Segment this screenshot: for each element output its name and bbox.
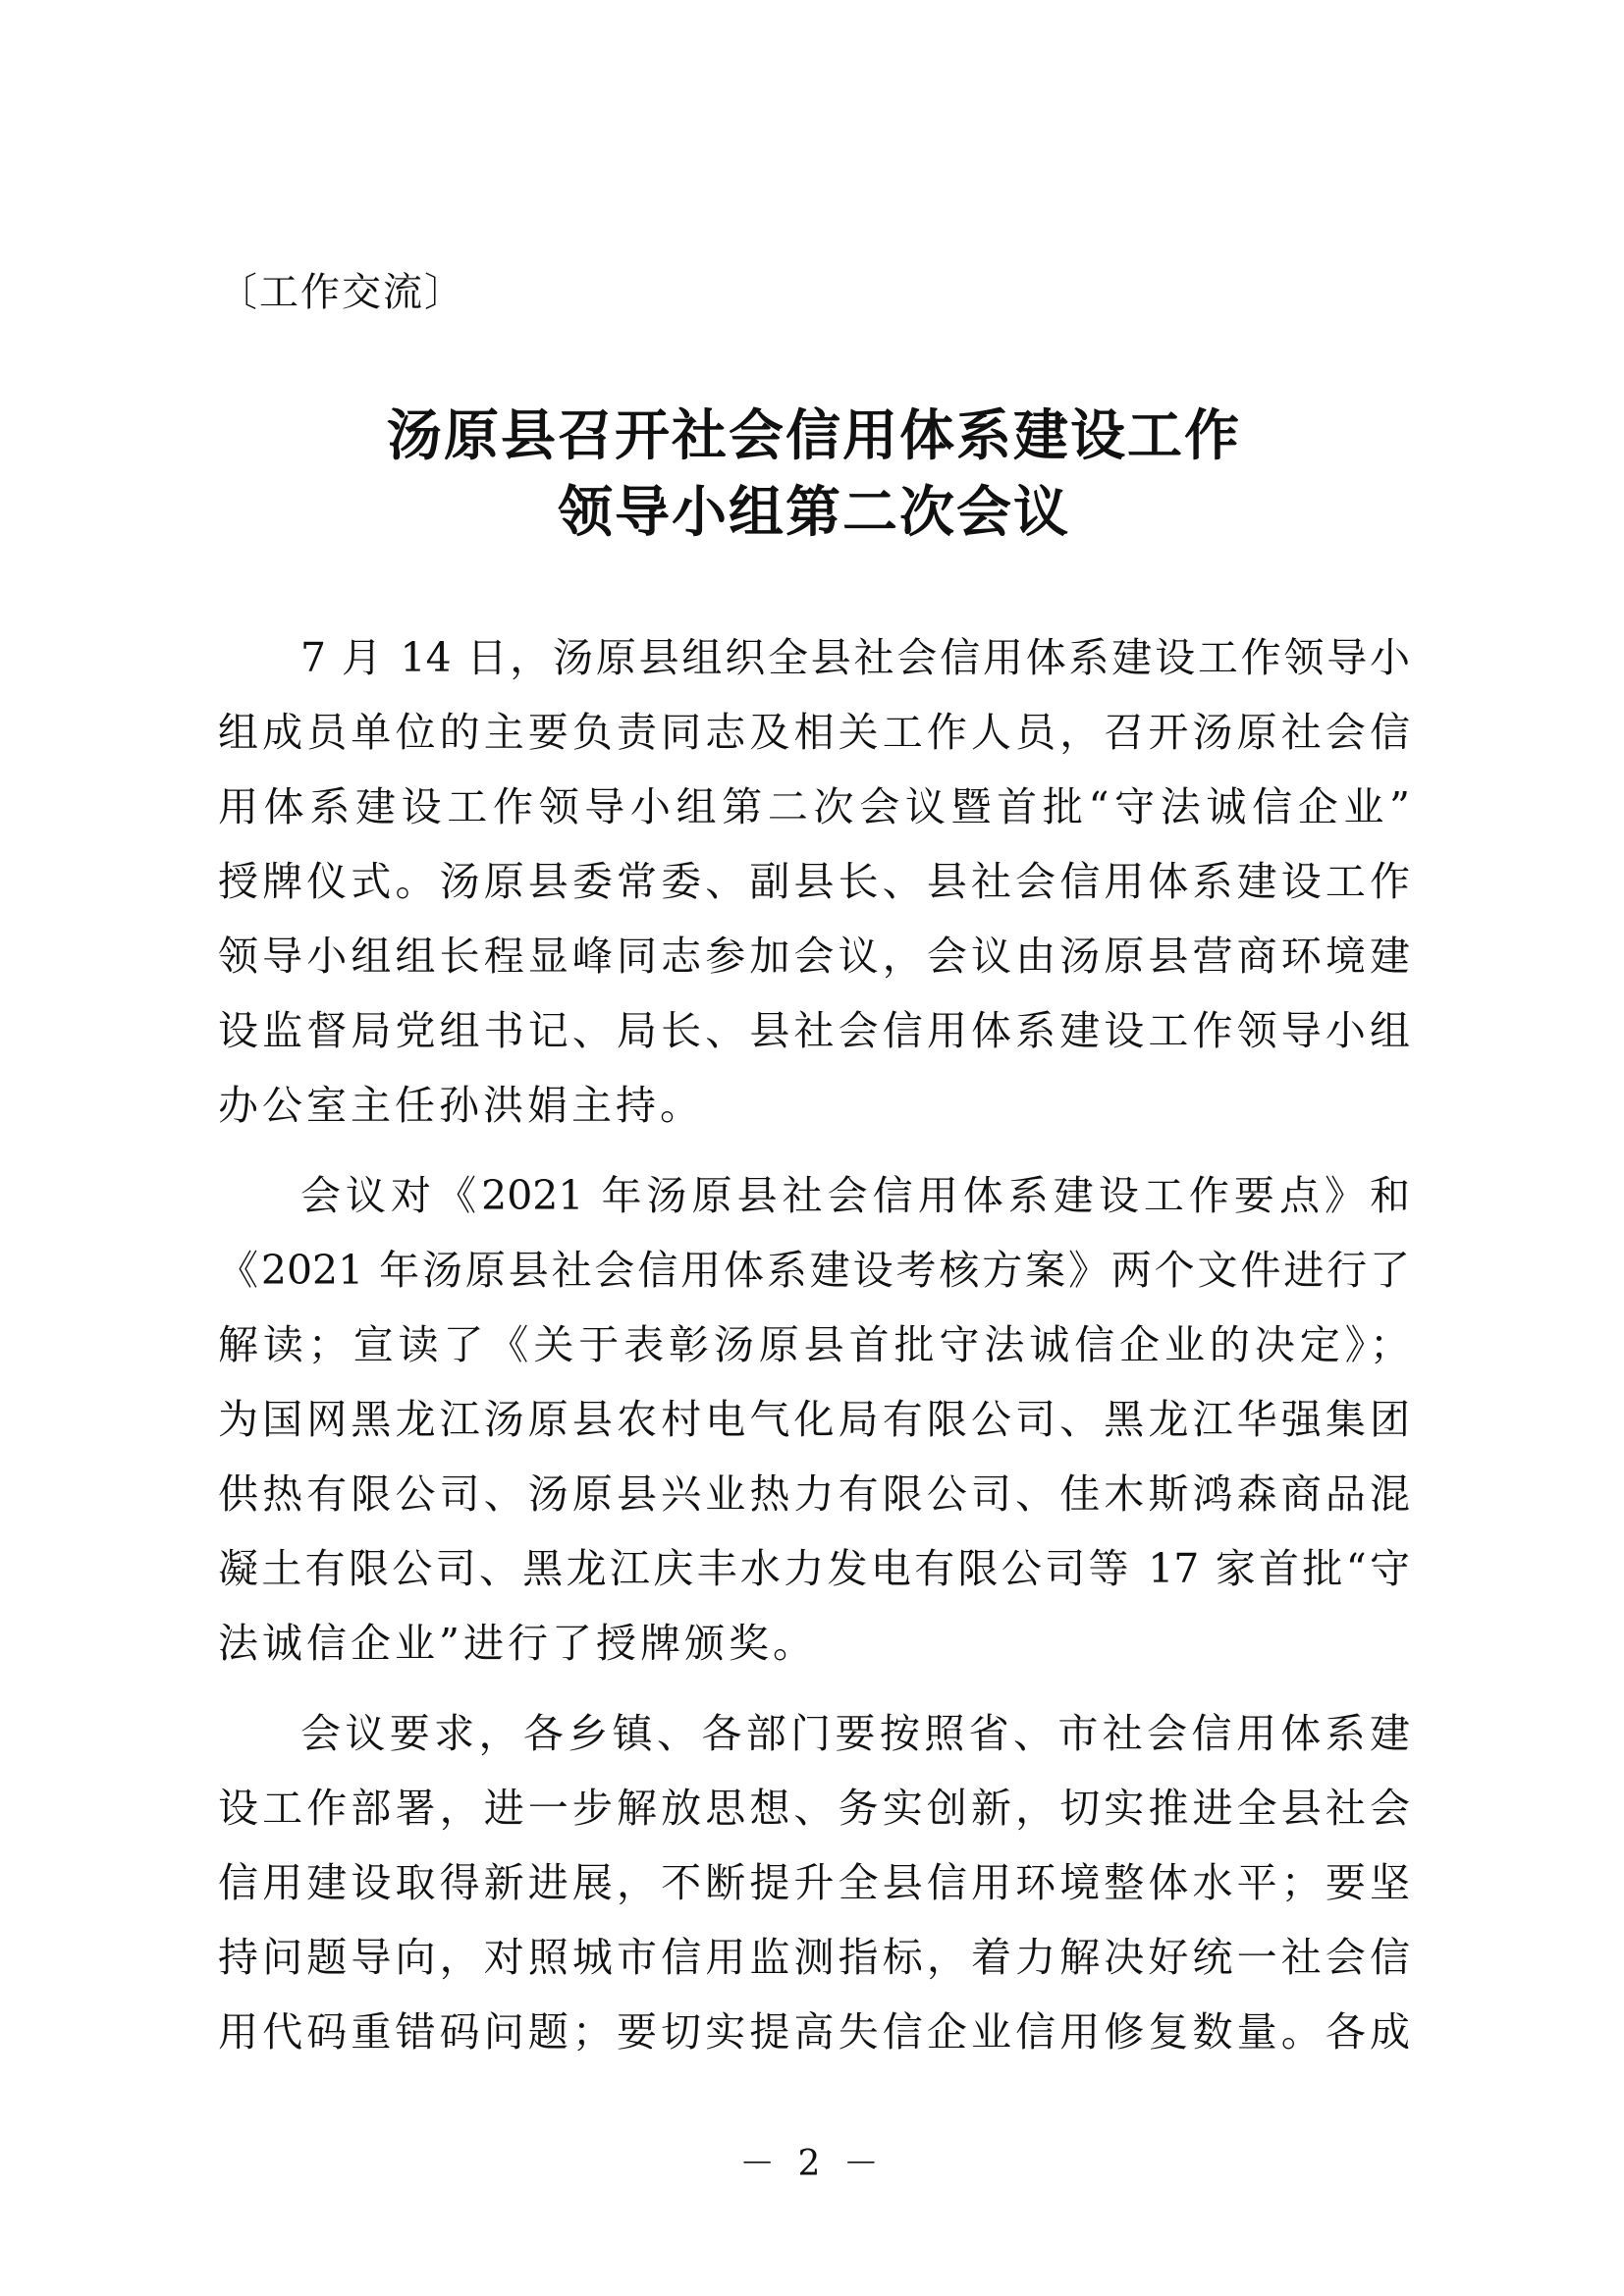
document-title-line-2: 领导小组第二次会议 (558, 481, 1070, 545)
paragraph-line: 《2021 年汤原县社会信用体系建设考核方案》两个文件进行了 (218, 1247, 1410, 1294)
paragraph-line: 供热有限公司、汤原县兴业热力有限公司、佳木斯鸿森商品混 (218, 1470, 1410, 1518)
paragraph-line: 会议对《2021 年汤原县社会信用体系建设工作要点》和 (300, 1172, 1410, 1219)
paragraph-line: 凝土有限公司、黑龙江庆丰水力发电有限公司等 17 家首批“守 (218, 1545, 1410, 1592)
paragraph-line: 用体系建设工作领导小组第二次会议暨首批“守法诚信企业” (218, 783, 1410, 830)
paragraph-line: 办公室主任孙洪娟主持。 (218, 1082, 704, 1129)
paragraph-line: 持问题导向，对照城市信用监测指标，着力解决好统一社会信 (218, 1934, 1410, 1981)
paragraph-line: 会议要求，各乡镇、各部门要按照省、市社会信用体系建 (300, 1710, 1410, 1757)
section-tag: 〔工作交流〕 (218, 270, 465, 315)
paragraph-spacer (218, 1681, 1410, 1696)
paragraph-spacer (218, 1143, 1410, 1158)
paragraph-line: 组成员单位的主要负责同志及相关工作人员，召开汤原社会信 (218, 709, 1410, 756)
paragraph-line: 设工作部署，进一步解放思想、务实创新，切实推进全县社会 (218, 1785, 1410, 1832)
paragraph-1 (218, 620, 1410, 1143)
paragraph-line: 为国网黑龙江汤原县农村电气化局有限公司、黑龙江华强集团 (218, 1396, 1410, 1443)
page-number: － 2 － (739, 2144, 885, 2184)
paragraph-line: 法诚信企业”进行了授牌颁奖。 (218, 1620, 817, 1667)
paragraph-line: 设监督局党组书记、局长、县社会信用体系建设工作领导小组 (218, 1007, 1410, 1054)
paragraph-line: 信用建设取得新进展，不断提升全县信用环境整体水平；要坚 (218, 1859, 1410, 1906)
paragraph-line: 7 月 14 日，汤原县组织全县社会信用体系建设工作领导小 (300, 634, 1410, 681)
paragraph-line: 领导小组组长程显峰同志参加会议，会议由汤原县营商环境建 (218, 933, 1410, 980)
paragraph-2 (218, 1158, 1410, 1681)
paragraph-line: 解读；宣读了《关于表彰汤原县首批守法诚信企业的决定》； (218, 1321, 1410, 1368)
document-title-line-1: 汤原县召开社会信用体系建设工作 (387, 404, 1241, 468)
paragraph-line: 授牌仪式。汤原县委常委、副县长、县社会信用体系建设工作 (218, 858, 1410, 905)
paragraph-line: 用代码重错码问题；要切实提高失信企业信用修复数量。各成 (218, 2008, 1410, 2056)
paragraph-3 (218, 1696, 1410, 2069)
document-body (218, 620, 1410, 2069)
